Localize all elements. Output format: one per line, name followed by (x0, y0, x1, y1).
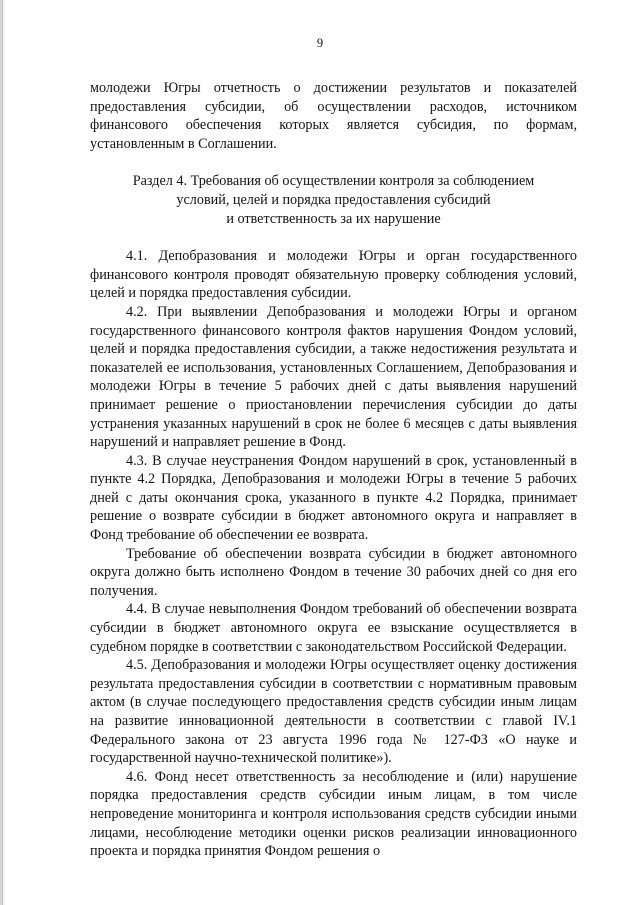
scan-edge-shadow (0, 0, 6, 905)
section-heading (90, 172, 577, 228)
paragraph-4-1: 4.1. Депобразования и молодежи Югры и орган государственного финансового контроля проводят обязательную проверку соблюдения условий, целей и порядка предоставления субсидии. (90, 248, 577, 302)
section-heading-line-1: Раздел 4. Требования об осуществлении контроля за соблюдением (132, 173, 535, 190)
scan-edge-line (2, 0, 3, 905)
paragraph-4-3: 4.3. В случае неустранения Фондом нарушений в срок, установленный в пункте 4.2 Порядка, Депобразования и молодежи Югры в течение 5 рабочих дней с даты окончания срока, указанного в пункте 4.2 Порядка, принимает решение о возврате субсидии в бюджет автономного округа и направляет в Фонд требование об обеспечении ее возврата. (90, 452, 577, 544)
paragraph-4-2: 4.2. При выявлении Депобразования и молодежи Югры и органом государственного финансового контроля фактов нарушения Фондом условий, целей и порядка предоставления субсидии, а также недостижения результата и показателей ее использования, установленных Соглашением, Депобразования и молодежи Югры в течение 5 рабочих дней с даты выявления нарушений принимает решение о приостановлении перечисления субсидии до даты устранения указанных нарушений в срок не более 6 месяцев с даты выявления нарушений и направляет решение в Фонд. (90, 303, 577, 451)
section-heading-line-2: условий, целей и порядка предоставления субсидий (176, 191, 491, 208)
page-number: 9 (316, 36, 324, 50)
paragraph-4-6: 4.6. Фонд несет ответственность за несоблюдение и (или) нарушение порядка предоставления средств субсидии иным лицам, в том числе непроведение мониторинга и контроля использования средств субсидии иными лицами, несоблюдение методики оценки рисков реализации инновационного проекта и порядка принятия Фондом решения о (90, 768, 577, 860)
paragraph-return-requirement: Требование об обеспечении возврата субсидии в бюджет автономного округа должно быть исполнено Фондом в течение 30 рабочих дней со дня его получения. (90, 545, 577, 599)
paragraph-4-5: 4.5. Депобразования и молодежи Югры осуществляет оценку достижения результата предоставления субсидии в соответствии с нормативным правовым актом (в случае последующего предоставления средств субсидии иным лицам на развитие инновационной деятельности в соответствии с главой IV.1 Федерального закона от 23 августа 1996 года № 127-ФЗ «О науке и государственной научно-технической политике»). (90, 657, 577, 767)
intro-paragraph: молодежи Югры отчетность о достижении результатов и показателей предоставления субсидии, об осуществлении расходов, источником финансового обеспечения которых является субсидия, по формам, установленным в Соглашении. (90, 80, 577, 152)
document-body (90, 79, 577, 861)
paragraph-4-4: 4.4. В случае невыполнения Фондом требований об обеспечении возврата субсидии в бюджет автономного округа ее взыскание осуществляется в судебном порядке в соответствии с законодательством Российской Федерации. (90, 601, 577, 655)
section-heading-line-3: и ответственность за их нарушение (226, 210, 441, 227)
